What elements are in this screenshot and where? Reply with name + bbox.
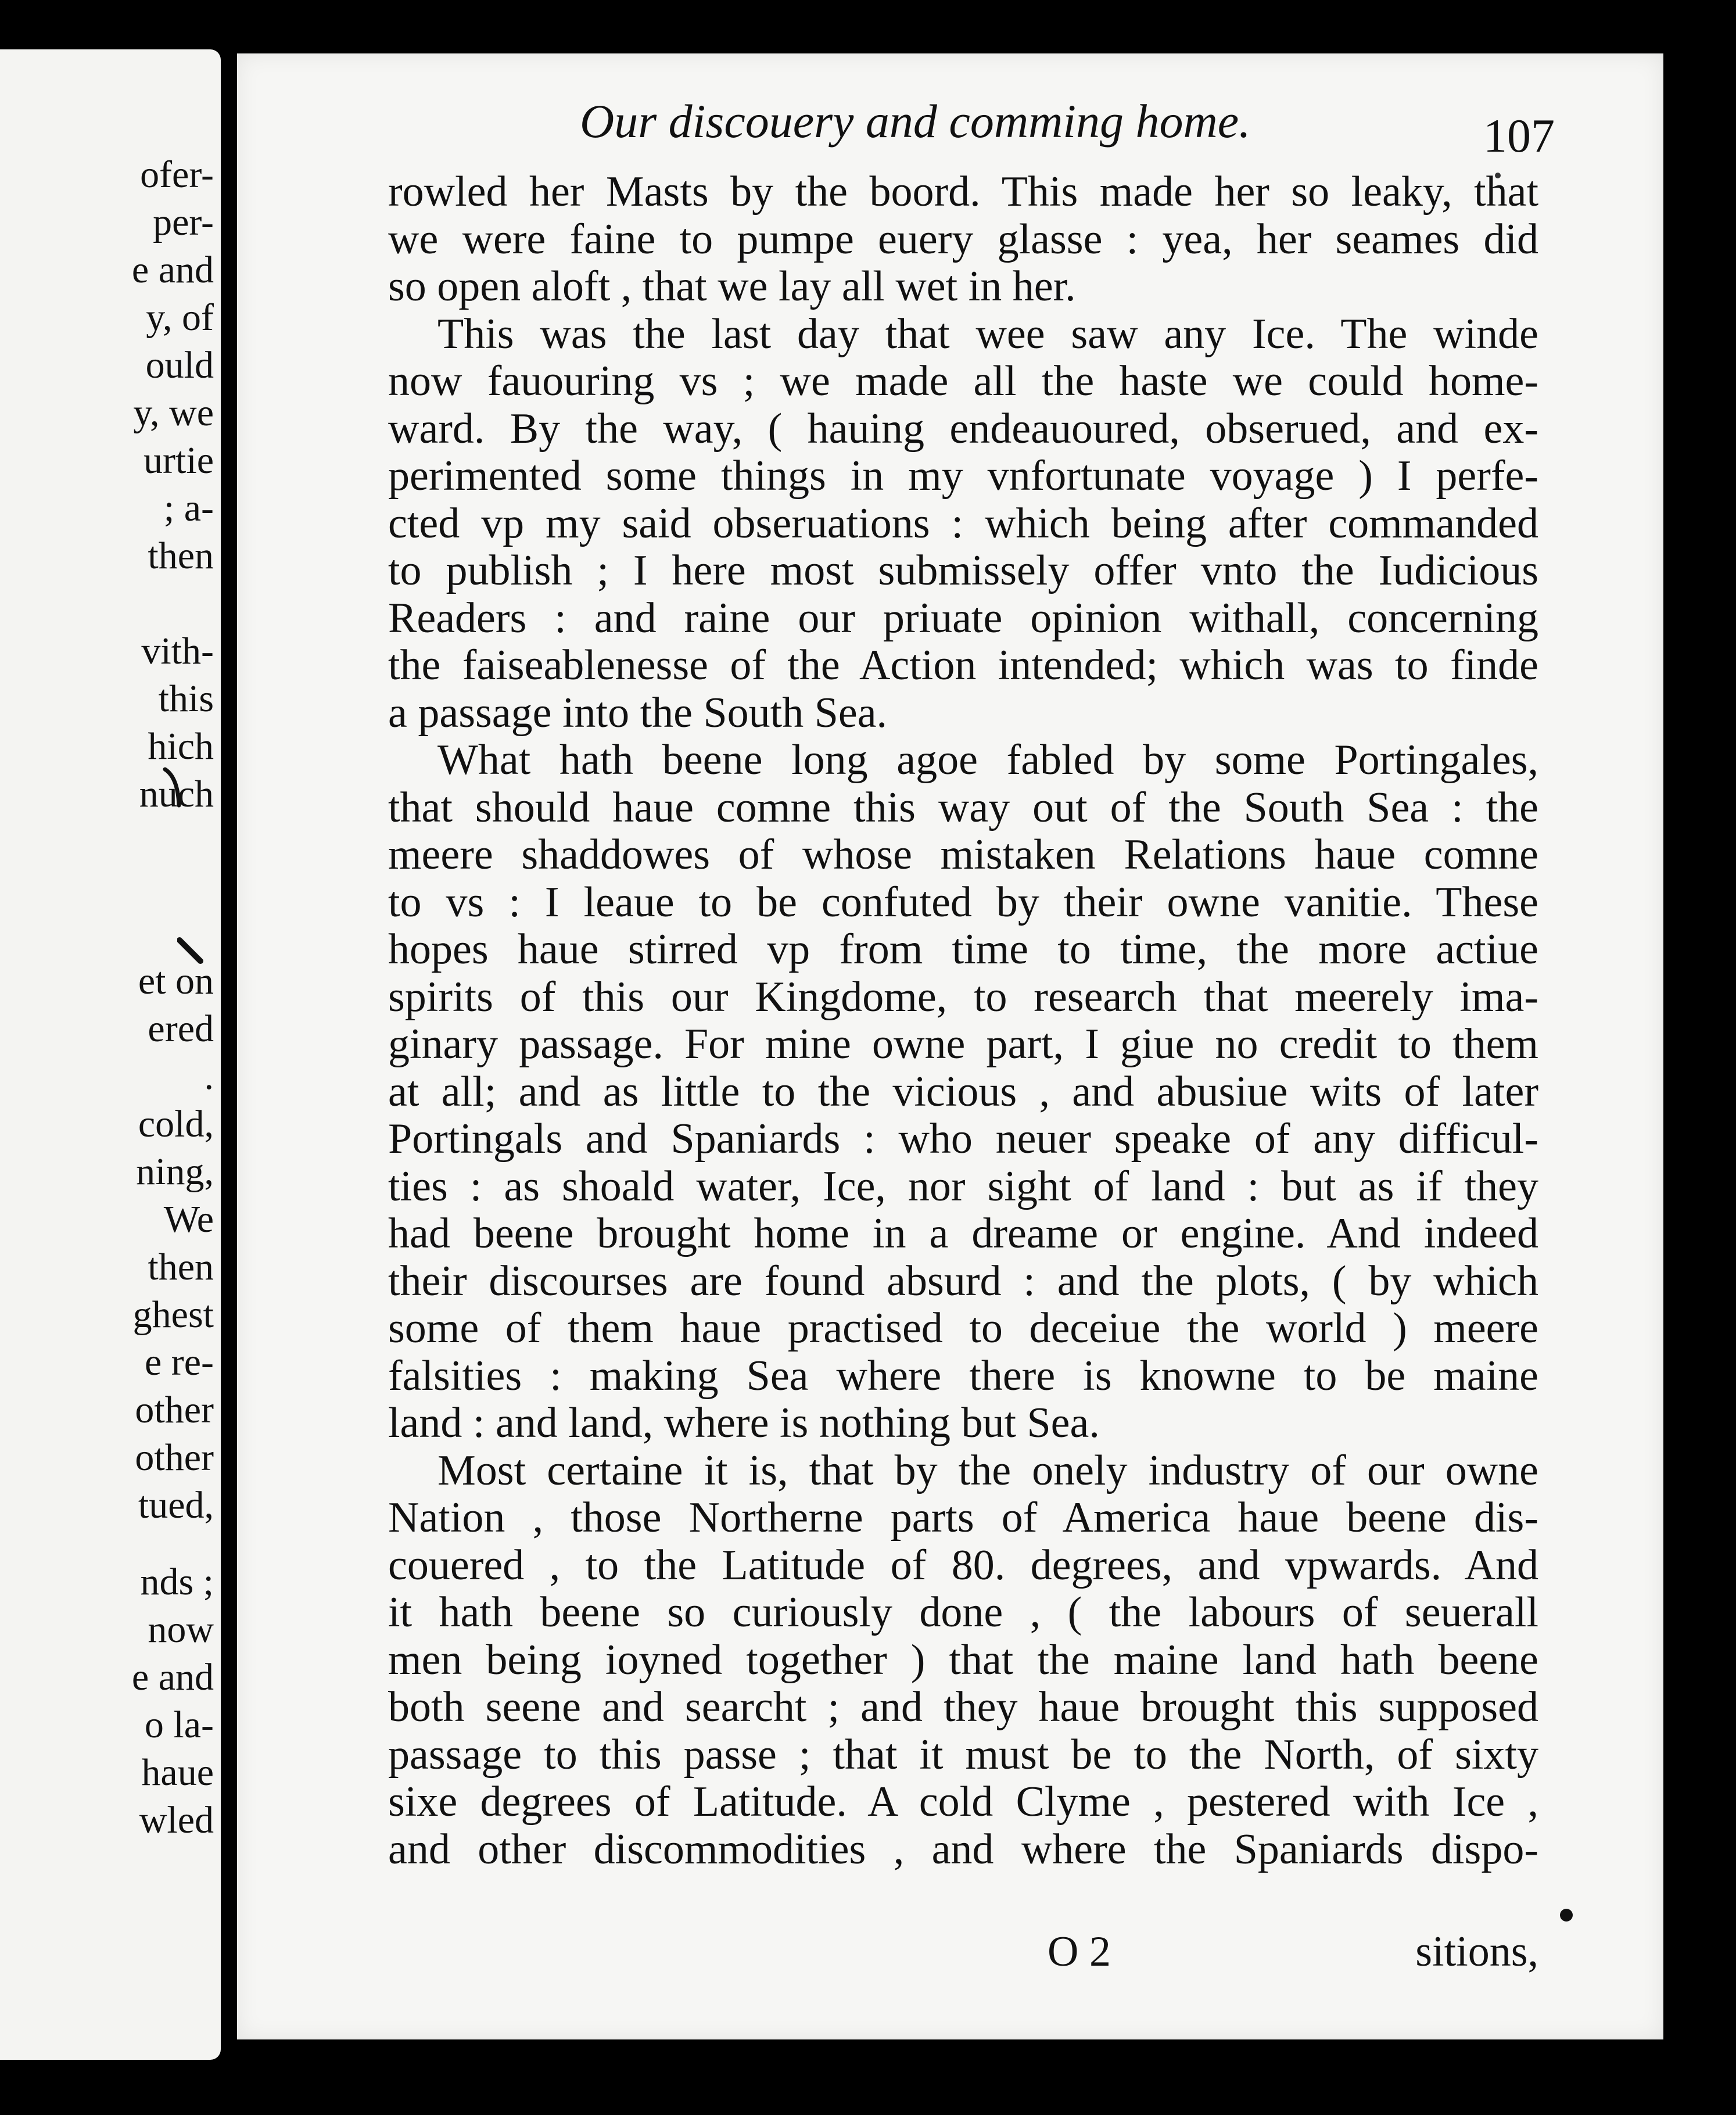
left-line: this [158,677,214,720]
left-line: then [148,1246,214,1288]
text-line: their discourses are found absurd : and the plots, ( by which [388,1257,1538,1305]
text-line: now fauouring vs ; we made all the haste we could home- [388,357,1538,405]
text-line: it hath beene so curiously done , ( the labours of seuerall [388,1589,1538,1636]
left-line: . [204,1055,214,1098]
text-line: both seene and searcht ; and they haue brought this supposed [388,1683,1538,1731]
text-line: ties : as shoald water, Ice, nor sight of land : but as if they [388,1162,1538,1210]
left-line: ning, [136,1150,214,1193]
left-page-text [0,151,221,1844]
left-line: et on [138,960,214,1002]
text-line: ginary passage. For mine owne part, I giue no credit to them [388,1020,1538,1068]
left-line: ofer- [140,153,214,196]
text-line: ward. By the way, ( hauing endeauoured, obserued, and ex- [388,404,1538,453]
left-line: other [135,1389,214,1431]
body-text [388,169,1538,1873]
text-line: Portingals and Spaniards : who neuer speake of any difficul- [388,1115,1538,1163]
left-line: e and [131,1656,214,1698]
text-line: a passage into the South Sea. [388,689,888,737]
left-line: cold, [138,1103,214,1145]
text-line: couered , to the Latitude of 80. degrees, and vpwards. And [388,1541,1538,1589]
left-line: nds ; [140,1561,214,1603]
text-line: This was the last day that wee saw any Ice. The winde [437,310,1538,358]
ink-dot [1560,1909,1573,1922]
left-line: ghest [132,1293,214,1336]
left-line: e re- [144,1341,214,1383]
left-line: ered [148,1008,214,1050]
left-line: We [163,1198,214,1241]
page-number: 107 [1483,109,1555,162]
page-footer [388,1927,1538,1980]
text-line: men being ioyned together ) that the maine land hath beene [388,1636,1538,1684]
left-line: y, of [146,296,214,339]
text-line: so open aloft , that we lay all wet in her. [388,263,1076,310]
text-line: Readers : and raine our priuate opinion withall, concerning [388,594,1538,642]
text-line: land : and land, where is nothing but Sea. [388,1399,1100,1447]
gutter-mark-2 [177,937,204,965]
text-line: rowled her Masts by the boord. This made her so leaky, that [388,168,1538,216]
text-line: that should haue comne this way out of the South Sea : the [388,783,1538,831]
left-line: tued, [138,1484,214,1526]
running-head: Our discouery and comming home. [580,95,1251,148]
left-line: hich [148,725,214,768]
text-line: falsities : making Sea where there is knowne to be maine [388,1352,1538,1400]
text-line: the faiseablenesse of the Action intended; which was to finde [388,641,1538,689]
left-line: now [148,1608,214,1651]
text-line: spirits of this our Kingdome, to research that meerely ima- [388,973,1538,1021]
gutter-mark-1 [163,767,186,808]
left-line: wled [139,1799,214,1841]
text-line: Most certaine it is, that by the onely industry of our owne [437,1446,1538,1494]
left-line: ould [145,344,214,386]
left-line: o la- [144,1704,214,1746]
text-line: passage to this passe ; that it must be to the North, of sixty [388,1730,1538,1779]
left-line: per- [153,201,214,243]
text-line: at all; and as little to the vicious , and abusiue wits of later [388,1067,1538,1116]
text-line: What hath beene long agoe fabled by some Portingales, [437,736,1538,784]
left-line: ; a- [163,487,214,529]
left-line: vith- [141,630,214,672]
left-line: haue [141,1751,214,1794]
signature-mark: O 2 [1048,1928,1111,1976]
text-line: Nation , those Northerne parts of America haue beene dis- [388,1494,1538,1542]
left-line: other [135,1436,214,1479]
text-line: cted vp my said obseruations : which being after commanded [388,499,1538,547]
left-line: then [148,535,214,577]
left-line: urtie [144,439,214,482]
left-line: nuch [139,773,214,815]
text-line: to vs : I leaue to be confuted by their owne vanitie. These [388,878,1538,926]
left-line: y, we [133,392,214,434]
text-line: to publish ; I here most submissely offer vnto the Iudicious [388,547,1538,594]
text-line: sixe degrees of Latitude. A cold Clyme , pestered with Ice , [388,1778,1538,1826]
left-line: e and [131,249,214,291]
text-line: and other discommodities , and where the Spaniards dispo- [388,1825,1538,1873]
text-line: had beene brought home in a dreame or engine. And indeed [388,1210,1538,1257]
text-line: meere shaddowes of whose mistaken Relations haue comne [388,831,1538,879]
right-page [237,53,1663,2039]
text-line: hopes haue stirred vp from time to time, the more actiue [388,926,1538,973]
text-line: some of them haue practised to deceiue the world ) meere [388,1304,1538,1352]
text-line: we were faine to pumpe euery glasse : yea, her seames did [388,215,1538,263]
left-page-fragment [0,49,221,2060]
catchword: sitions, [1415,1928,1538,1976]
text-line: perimented some things in my vnfortunate voyage ) I perfe- [388,452,1538,500]
